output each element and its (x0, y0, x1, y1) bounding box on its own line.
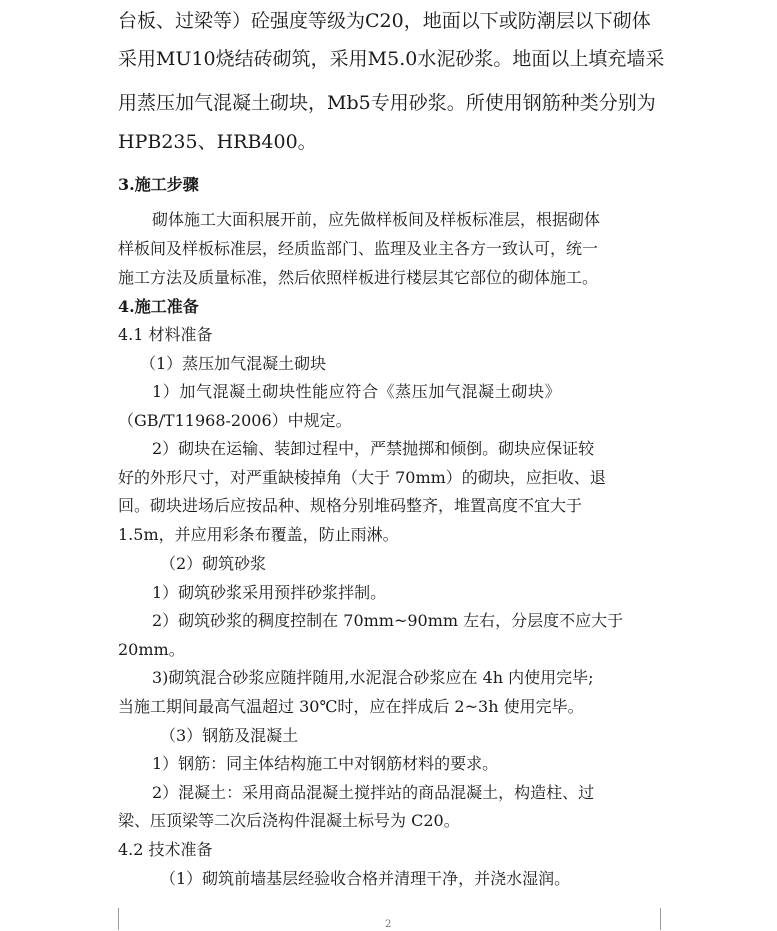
paragraph-line: 梁、压顶梁等二次后浇构件混凝土标号为 C20。 (118, 811, 460, 830)
paragraph-line: 3)砌筑混合砂浆应随拌随用,水泥混合砂浆应在 4h 内使用完毕; (152, 668, 594, 687)
crop-mark-right (660, 908, 683, 930)
section-heading: 3.施工步骤 (118, 175, 199, 194)
paragraph-line: （1）砌筑前墙基层经验收合格并清理干净，并浇水湿润。 (160, 869, 571, 888)
paragraph-line: 采用MU10烧结砖砌筑，采用M5.0水泥砂浆。地面以上填充墙采 (118, 48, 665, 70)
paragraph-line: 台板、过梁等）砼强度等级为C20，地面以下或防潮层以下砌体 (118, 10, 651, 32)
subsection-heading: 4.1 材料准备 (118, 325, 213, 344)
crop-mark-left (96, 908, 119, 930)
page-number: 2 (385, 919, 392, 930)
item-heading: （1）蒸压加气混凝土砌块 (140, 354, 327, 373)
paragraph-line: 样板间及样板标准层，经质监部门、监理及业主各方一致认可，统一 (118, 239, 599, 258)
paragraph-line: 回。砌块进场后应按品种、规格分别堆码整齐，堆置高度不宜大于 (118, 496, 583, 515)
paragraph-line: 1.5m，并应用彩条布覆盖，防止雨淋。 (118, 525, 399, 544)
subsection-heading: 4.2 技术准备 (118, 840, 213, 859)
paragraph-line: 好的外形尺寸，对严重缺棱掉角（大于 70mm）的砌块，应拒收、退 (118, 468, 606, 487)
paragraph-line: 1）钢筋：同主体结构施工中对钢筋材料的要求。 (152, 754, 499, 773)
section-heading: 4.施工准备 (118, 297, 199, 316)
paragraph-line: 2）砌筑砂浆的稠度控制在 70mm~90mm 左右，分层度不应大于 (152, 611, 624, 630)
paragraph-line: （GB/T11968-2006）中规定。 (118, 411, 352, 430)
paragraph-line: HPB235、HRB400。 (118, 131, 317, 153)
paragraph-line: 当施工期间最高气温超过 30℃时，应在拌成后 2~3h 使用完毕。 (118, 697, 584, 716)
paragraph-line: 1）砌筑砂浆采用预拌砂浆拌制。 (152, 583, 387, 602)
item-heading: （3）钢筋及混凝土 (160, 726, 299, 745)
paragraph-line: 砌体施工大面积展开前，应先做样板间及样板标准层，根据砌体 (152, 210, 601, 229)
paragraph-line: 20mm。 (118, 640, 185, 659)
paragraph-line: 2）混凝土：采用商品混凝土搅拌站的商品混凝土，构造柱、过 (152, 783, 595, 802)
paragraph-line: 2）砌块在运输、装卸过程中，严禁抛掷和倾倒。砌块应保证较 (152, 439, 595, 458)
paragraph-line: 施工方法及质量标准，然后依照样板进行楼层其它部位的砌体施工。 (118, 268, 599, 287)
item-heading: （2）砌筑砂浆 (160, 554, 267, 573)
paragraph-line: 1）加气混凝土砌块性能应符合《蒸压加气混凝土砌块》 (152, 382, 562, 401)
paragraph-line: 用蒸压加气混凝土砌块，Mb5专用砂浆。所使用钢筋种类分别为 (118, 92, 656, 114)
